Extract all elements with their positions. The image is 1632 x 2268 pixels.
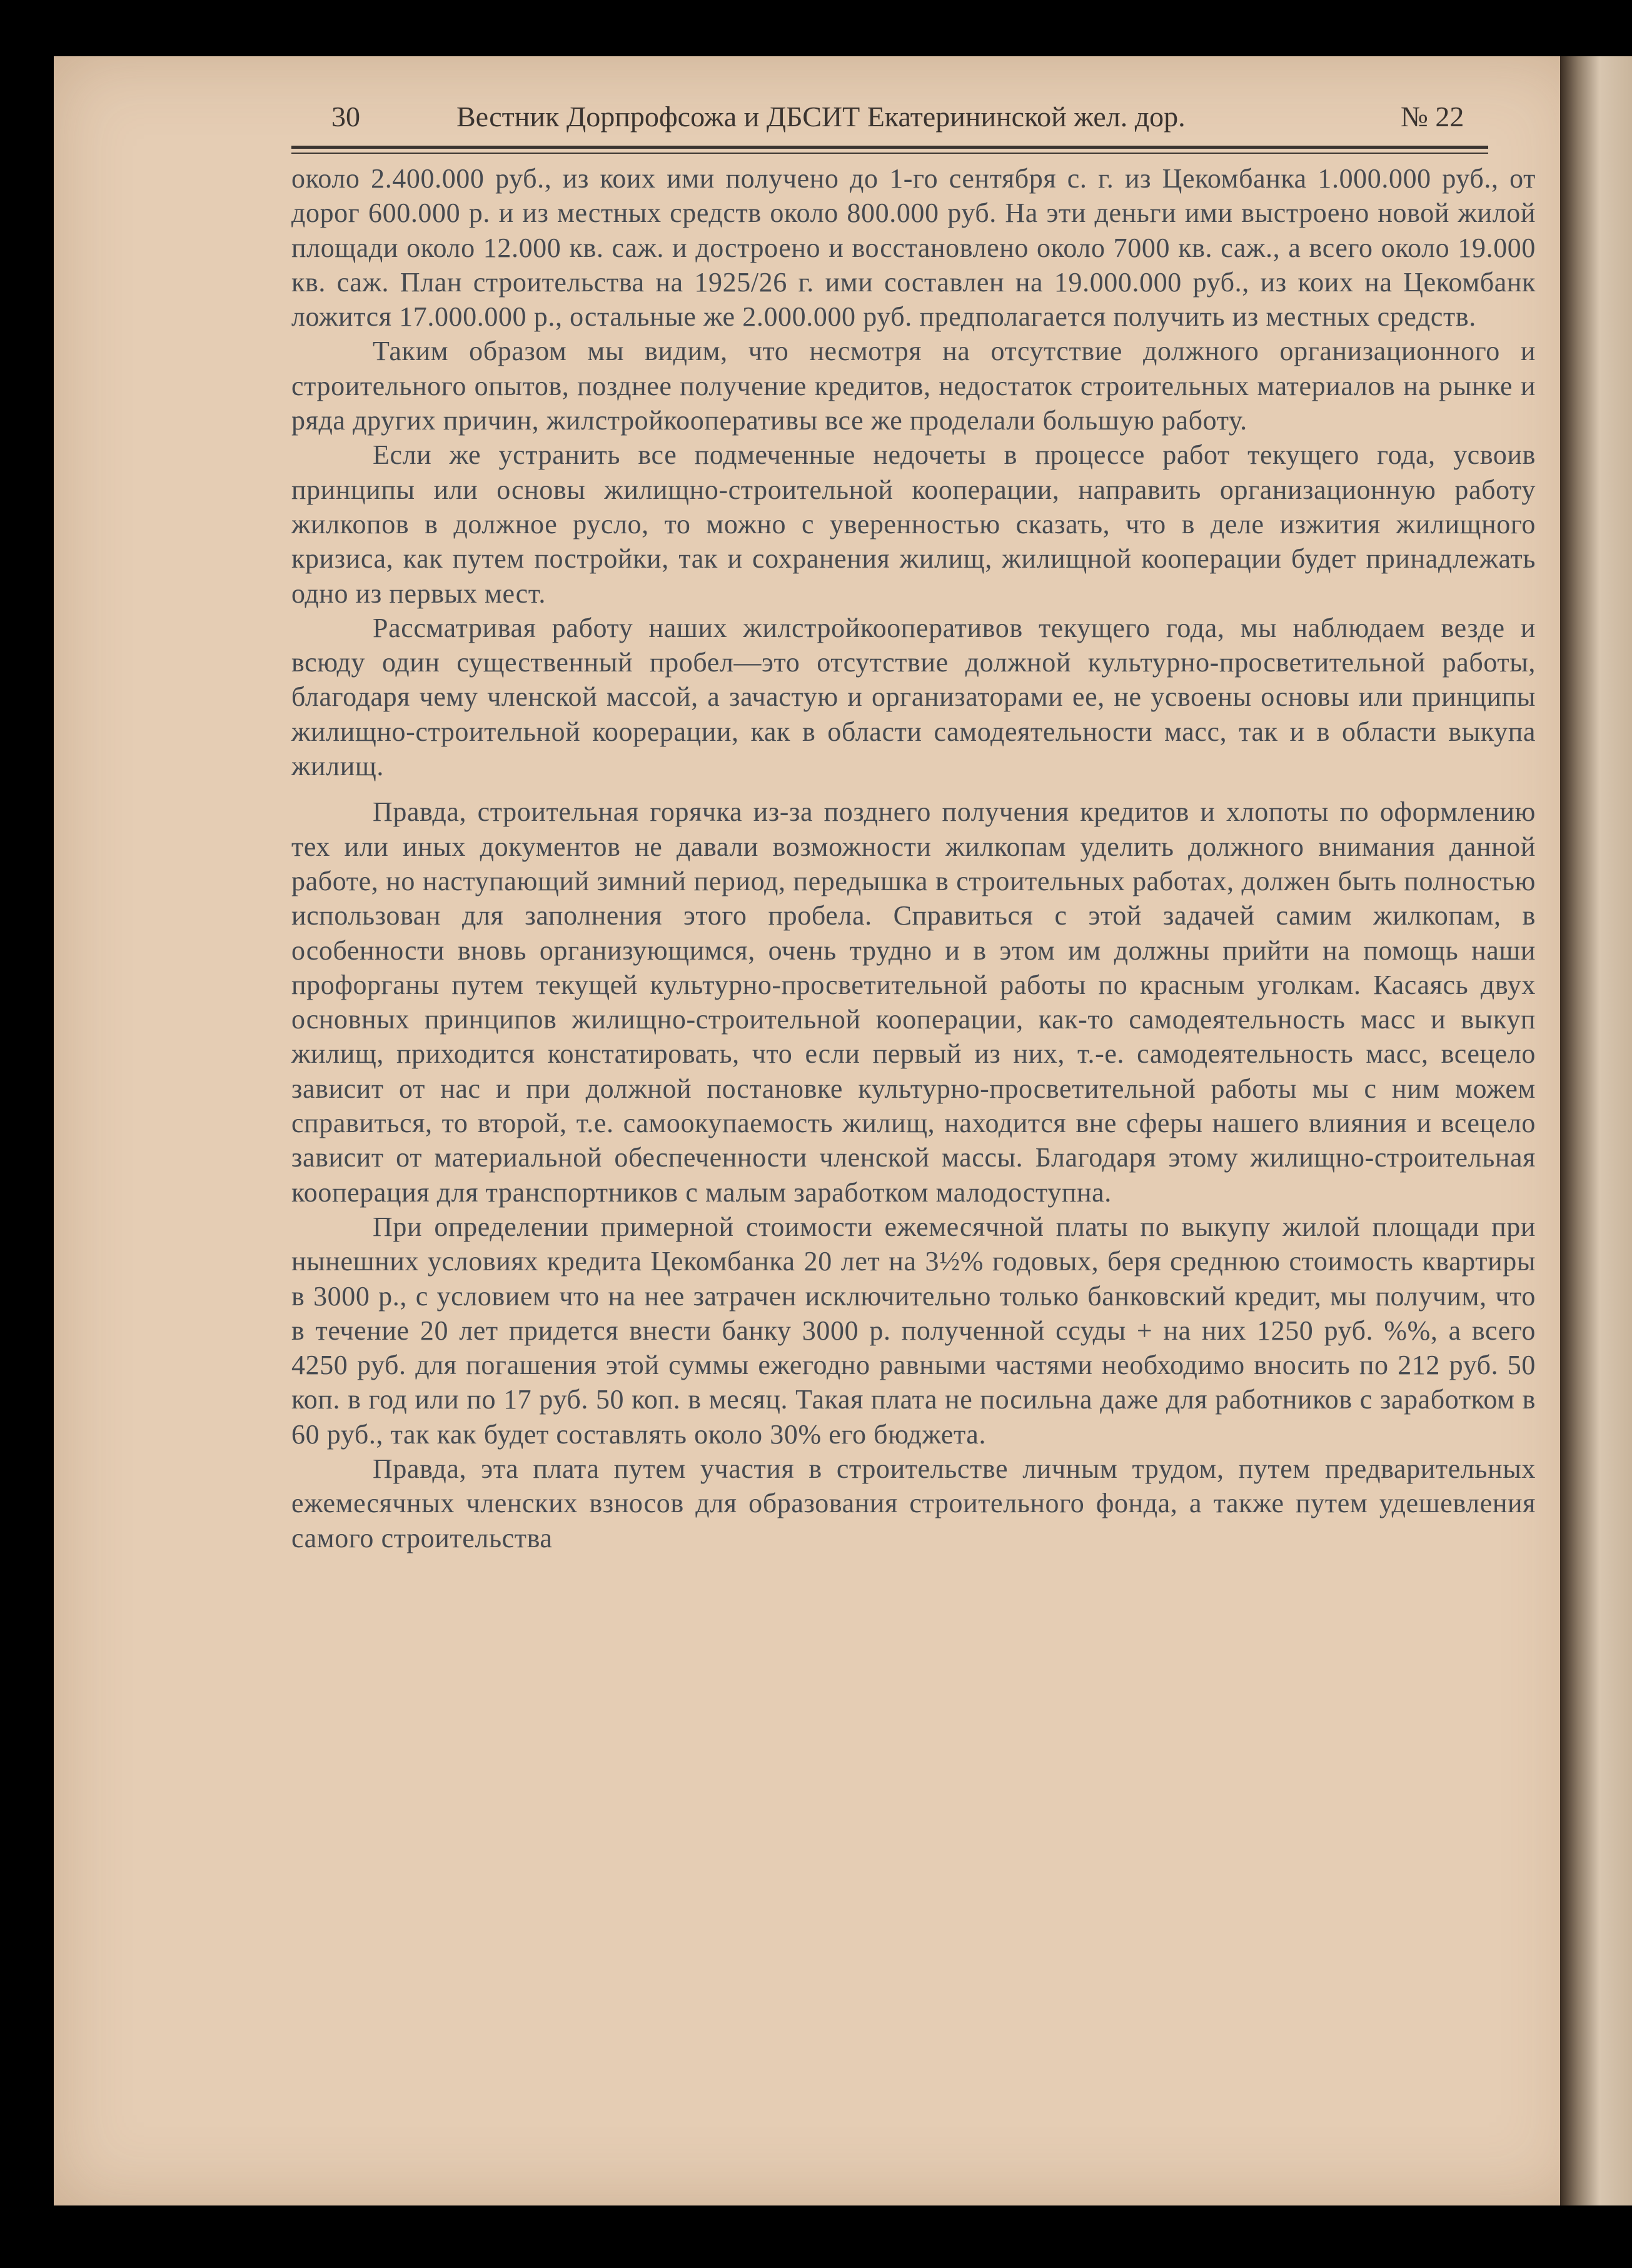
journal-title: Вестник Дорпрофсожа и ДБСИТ Екатерининской жел. дор. — [456, 101, 1186, 133]
paragraph: Если же устранить все подмеченные недочеты в процессе работ текущего года, усвоив принципы или основы жилищно-строительной кооперации, направить организационную работу жилкопов в должное русло, то можно с уверенностью сказать, что в деле изжития жилищного кризиса, как путем постройки, так и сохранения жилищ, жилищной кооперации будет принадлежать одно из первых мест. — [291, 439, 1536, 609]
paragraph: Правда, эта плата путем участия в строительстве личным трудом, путем предварительных ежемесячных членских взносов для образования строительного фонда, а также путем удешевления самого строительства — [291, 1453, 1536, 1553]
article-body — [291, 161, 1536, 1555]
paragraph: Таким образом мы видим, что несмотря на отсутствие должного организационного и строительного опытов, позднее получение кредитов, недостаток строительных материалов на рынке и ряда других причин, жилстройкооперативы все же проделали большую работу. — [291, 336, 1536, 436]
running-header — [275, 100, 1488, 144]
page-number: 30 — [331, 101, 360, 133]
paragraph: Правда, строительная горячка из-за позднего получения кредитов и хлопоты по оформлению тех или иных документов не давали возможности жилкопам уделить должного внимания данной работе, но наступающий зимний период, передышка в строительных работах, должен быть полностью использован для заполнения этого пробела. Справиться с этой задачей самим жилкопам, в особенности вновь организующимся, очень трудно и в этом им должны прийти на помощь наши профорганы путем текущей культурно-просветительной работы по красным уголкам. Касаясь двух основных принципов жилищно-строительной кооперации, как-то самодеятельность масс и выкуп жилищ, приходится констатировать, что если первый из них, т.-е. самодеятельность масс, всецело зависит от нас и при должной постановке культурно-просветительной работы мы с ним можем справиться, то второй, т.е. самоокупаемость жилищ, находится вне сферы нашего влияния и всецело зависит от материальной обеспеченности членской массы. Благодаря этому жилищно-строительная кооперация для транспортников с малым заработком малодоступна. — [291, 796, 1536, 1208]
paragraph: Рассматривая работу наших жилстройкооперативов текущего года, мы наблюдаем везде и всюду один существенный пробел—это отсутствие должной культурно-просветительной работы, благодаря чему членской массой, а зачастую и организаторами ее, не усвоены основы или принципы жилищно-строительной коорерации, как в области самодеятельности масс, так и в области выкупа жилищ. — [291, 612, 1536, 782]
paragraph: около 2.400.000 руб., из коих ими получено до 1-го сентября с. г. из Цекомбанка 1.000.000 руб., от дорог 600.000 р. и из местных средств около 800.000 руб. На эти деньги ими выстроено новой жилой площади около 12.000 кв. саж. и достроено и восстановлено около 7000 кв. саж., а всего около 19.000 кв. саж. План строительства на 1925/26 г. ими составлен на 19.000.000 руб., из коих на Цекомбанк ложится 17.000.000 р., остальные же 2.000.000 руб. предполагается получить из местных средств. — [291, 163, 1536, 333]
book-gutter — [1560, 56, 1632, 2205]
header-rule — [291, 146, 1488, 149]
paragraph: При определении примерной стоимости ежемесячной платы по выкупу жилой площади при нынешних условиях кредита Цекомбанка 20 лет на 3½% годовых, беря среднюю стоимость квартиры в 3000 р., с условием что на нее затрачен исключительно только банковский кредит, мы получим, что в течение 20 лет придется внести банку 3000 р. полученной ссуды + на них 1250 руб. %%, а всего 4250 руб. для погашения этой суммы ежегодно равными частями необходимо вносить по 212 руб. 50 коп. в год или по 17 руб. 50 коп. в месяц. Такая плата не посильна даже для работников с заработком в 60 руб., так как будет составлять около 30% его бюджета. — [291, 1211, 1536, 1450]
issue-number: № 22 — [1401, 101, 1464, 133]
header-rule-thin — [291, 153, 1488, 154]
